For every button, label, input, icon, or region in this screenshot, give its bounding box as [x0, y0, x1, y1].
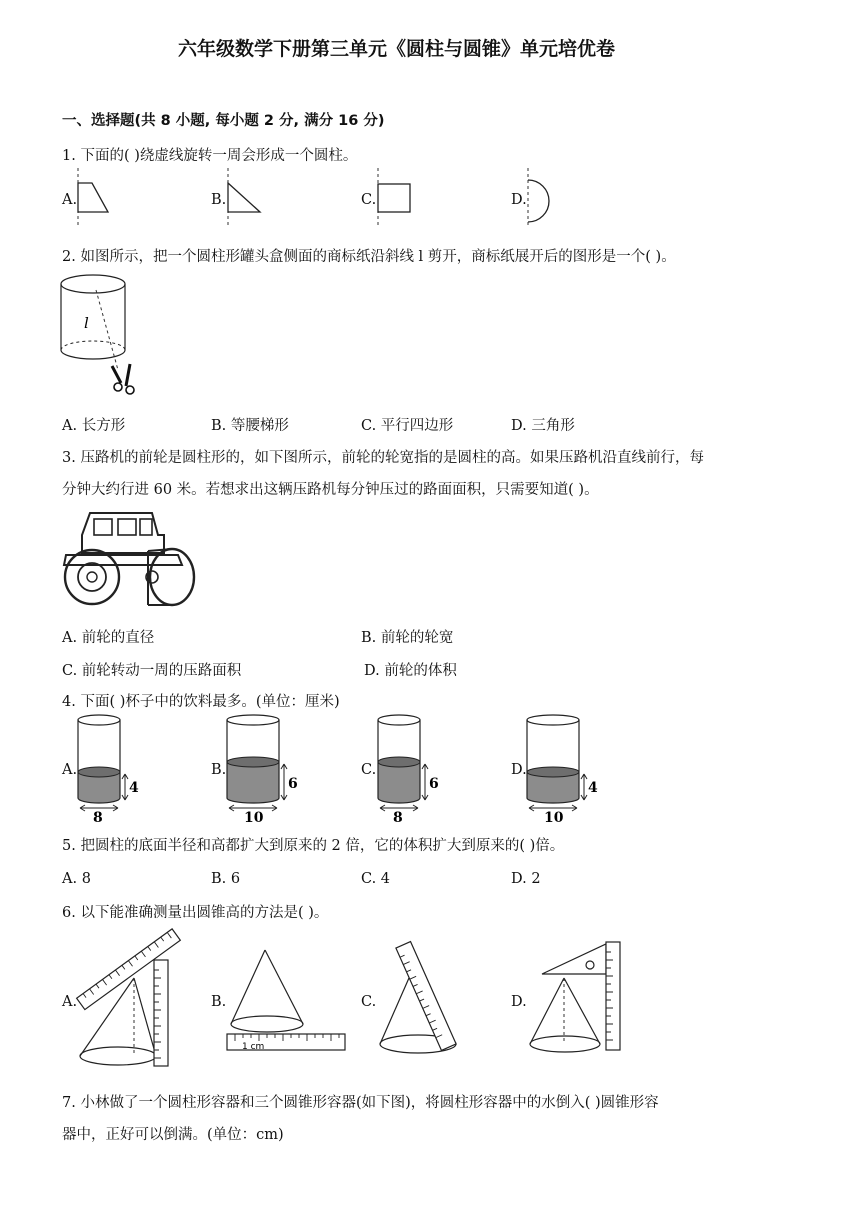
- q5-option-b: B. 6: [211, 871, 241, 887]
- q1-option-d-label: D.: [511, 192, 527, 208]
- q6-option-c-label: C.: [361, 994, 377, 1010]
- q4-cup-d-diameter: 10: [544, 810, 564, 826]
- q5-option-a: A. 8: [62, 871, 91, 887]
- q6-figure-b-cone-on-ruler: [225, 946, 350, 1056]
- q4-cup-c-height: 6: [429, 776, 439, 792]
- question-5-text: 5. 把圆柱的底面半径和高都扩大到原来的 2 倍，它的体积扩大到原来的( )倍。: [62, 838, 565, 854]
- q4-cup-b-diameter: 10: [244, 810, 264, 826]
- q1-trapezoid-figure: [70, 168, 130, 228]
- question-3-line1: 3. 压路机的前轮是圆柱形的，如下图所示，前轮的轮宽指的是圆柱的高。如果压路机沿直线前行，每: [62, 450, 704, 466]
- q4-option-b-label: B.: [211, 762, 227, 778]
- q1-option-c-label: C.: [361, 192, 377, 208]
- q5-option-d: D. 2: [511, 871, 541, 887]
- q3-option-d: D. 前轮的体积: [364, 663, 457, 679]
- q4-option-a-label: A.: [62, 762, 78, 778]
- question-3-line2: 分钟大约行进 60 米。若想求出这辆压路机每分钟压过的路面面积，只需要知道( )。: [62, 482, 599, 498]
- q3-option-b: B. 前轮的轮宽: [361, 630, 454, 646]
- q6-option-a-label: A.: [62, 994, 78, 1010]
- q6-ruler-unit-label: 1 cm: [242, 1042, 265, 1052]
- q6-option-b-label: B.: [211, 994, 227, 1010]
- q4-cup-c: [372, 712, 452, 824]
- q1-semicircle-figure: [520, 168, 580, 228]
- q3-option-a: A. 前轮的直径: [62, 630, 155, 646]
- q1-option-b-label: B.: [211, 192, 227, 208]
- q1-rectangle-figure: [370, 168, 430, 228]
- page-title: 六年级数学下册第三单元《圆柱与圆锥》单元培优卷: [178, 38, 616, 60]
- scissors-icon: [112, 364, 134, 394]
- q2-option-a: A. 长方形: [62, 418, 126, 434]
- question-7-line2: 器中，正好可以倒满。(单位：cm): [62, 1127, 284, 1143]
- q6-figure-c-cone-slanted-ruler: [372, 940, 482, 1060]
- question-1-text: 1. 下面的( )绕虚线旋转一周会形成一个圆柱。: [62, 148, 358, 164]
- q4-cup-a-diameter: 8: [93, 810, 103, 826]
- question-6-text: 6. 以下能准确测量出圆锥高的方法是( )。: [62, 905, 329, 921]
- q5-option-c: C. 4: [361, 871, 391, 887]
- q4-cup-b: [222, 712, 312, 824]
- question-2-text: 2. 如图所示，把一个圆柱形罐头盒侧面的商标纸沿斜线 l 剪开，商标纸展开后的图形是一个( )。: [62, 249, 676, 265]
- q3-option-c: C. 前轮转动一周的压路面积: [62, 663, 242, 679]
- q4-cup-b-height: 6: [288, 776, 298, 792]
- q2-cylinder-can-figure: [60, 270, 150, 400]
- q6-figure-a-cone-with-rulers: [72, 926, 182, 1076]
- q4-cup-d-height: 4: [588, 780, 598, 796]
- q1-triangle-figure: [220, 168, 280, 228]
- q2-option-d: D. 三角形: [511, 418, 575, 434]
- question-4-text: 4. 下面( )杯子中的饮料最多。(单位：厘米): [62, 694, 340, 710]
- q4-cup-a-height: 4: [129, 780, 139, 796]
- q4-cup-d: [522, 712, 612, 824]
- section-heading: 一、选择题(共 8 小题, 每小题 2 分, 满分 16 分): [62, 113, 385, 129]
- q4-option-d-label: D.: [511, 762, 527, 778]
- question-7-line1: 7. 小林做了一个圆柱形容器和三个圆锥形容器(如下图)，将圆柱形容器中的水倒入( )圆锥形容: [62, 1095, 659, 1111]
- q2-line-l-label: l: [84, 314, 89, 332]
- q2-option-b: B. 等腰梯形: [211, 418, 289, 434]
- q6-option-d-label: D.: [511, 994, 527, 1010]
- q1-option-a-label: A.: [62, 192, 78, 208]
- q3-road-roller-figure: [60, 505, 210, 610]
- q6-figure-d-cone-set-square: [522, 938, 632, 1063]
- q2-option-c: C. 平行四边形: [361, 418, 454, 434]
- q4-cup-a: [72, 712, 152, 824]
- q4-option-c-label: C.: [361, 762, 377, 778]
- q4-cup-c-diameter: 8: [393, 810, 403, 826]
